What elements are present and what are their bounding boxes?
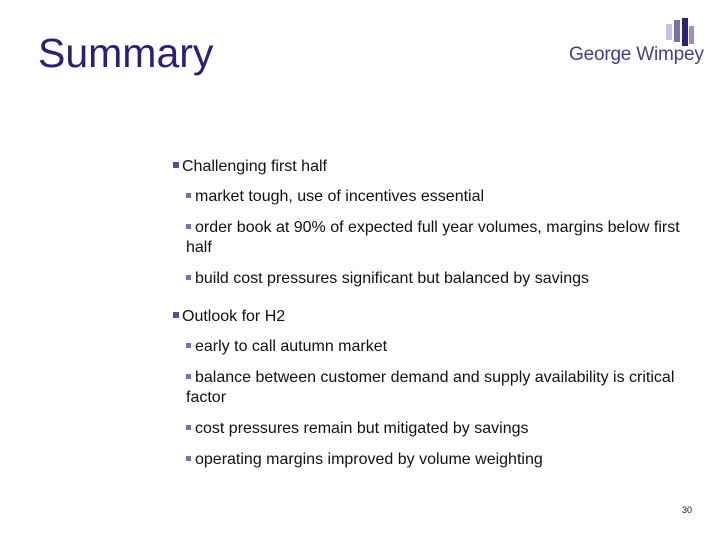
slide-title: Summary (38, 30, 214, 76)
item-text: operating margins improved by volume weighting (195, 451, 543, 468)
bullet-item (186, 368, 693, 408)
bullet-item (186, 218, 693, 258)
sub-bullet-icon (186, 374, 191, 379)
page-number: 30 (682, 505, 693, 515)
sub-bullet-icon (186, 224, 191, 229)
sub-bullet-icon (186, 425, 191, 430)
item-text: cost pressures remain but mitigated by savings (195, 420, 529, 437)
sub-bullet-icon (186, 193, 191, 198)
sub-bullet-icon (186, 275, 191, 280)
bullet-heading (173, 157, 693, 177)
bullet-item (186, 337, 693, 357)
bullet-icon (173, 312, 179, 318)
bullet-item (186, 187, 693, 207)
summary-content (173, 157, 693, 488)
bullet-icon (173, 162, 179, 168)
item-text: order book at 90% of expected full year volumes, margins below first half (186, 219, 680, 256)
bullet-item (186, 450, 693, 470)
logo-text: George Wimpey (569, 44, 704, 65)
item-text: build cost pressures significant but balanced by savings (195, 270, 589, 287)
bullet-item (186, 419, 693, 439)
company-logo (569, 18, 704, 70)
bullet-heading (173, 307, 693, 327)
sub-bullet-icon (186, 343, 191, 348)
item-text: early to call autumn market (195, 338, 388, 355)
heading-text: Challenging first half (182, 158, 327, 175)
item-text: balance between customer demand and supply availability is critical factor (186, 369, 675, 406)
bullet-item (186, 269, 693, 289)
section-outlook-h2 (173, 307, 693, 470)
section-challenging-first-half (173, 157, 693, 289)
sub-bullet-icon (186, 456, 191, 461)
item-text: market tough, use of incentives essential (195, 188, 485, 205)
heading-text: Outlook for H2 (182, 308, 286, 325)
